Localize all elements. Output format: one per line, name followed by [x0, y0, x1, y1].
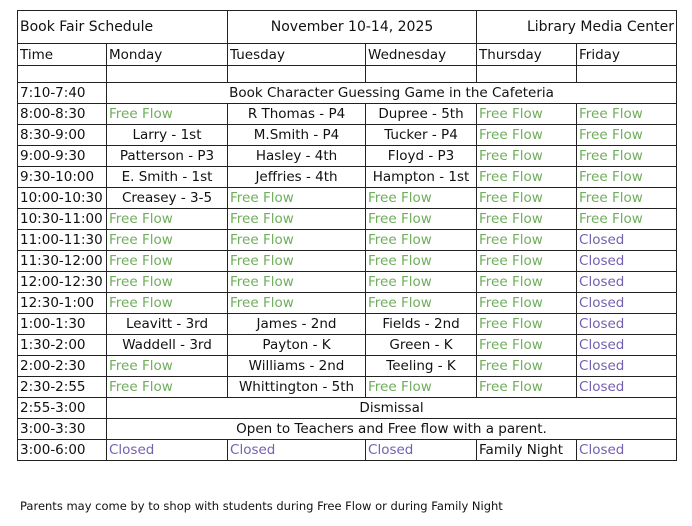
time-cell: 2:55-3:00: [18, 398, 107, 419]
free-flow-cell: Free Flow: [577, 104, 677, 125]
schedule-row: [18, 440, 677, 461]
closed-cell: Closed: [366, 440, 477, 461]
free-flow-cell: Free Flow: [366, 209, 477, 230]
event-span-cell: Open to Teachers and Free flow with a parent.: [107, 419, 677, 440]
free-flow-cell: Free Flow: [228, 272, 366, 293]
free-flow-cell: Free Flow: [477, 293, 577, 314]
time-cell: 12:30-1:00: [18, 293, 107, 314]
time-cell: 11:30-12:00: [18, 251, 107, 272]
class-slot-cell: Hasley - 4th: [228, 146, 366, 167]
free-flow-cell: Free Flow: [366, 188, 477, 209]
class-slot-cell: Patterson - P3: [107, 146, 228, 167]
time-cell: 1:00-1:30: [18, 314, 107, 335]
free-flow-cell: Free Flow: [477, 146, 577, 167]
class-slot-cell: E. Smith - 1st: [107, 167, 228, 188]
time-cell: 8:30-9:00: [18, 125, 107, 146]
free-flow-cell: Free Flow: [477, 188, 577, 209]
time-cell: 12:00-12:30: [18, 272, 107, 293]
schedule-row: [18, 167, 677, 188]
free-flow-cell: Free Flow: [366, 293, 477, 314]
class-slot-cell: Green - K: [366, 335, 477, 356]
free-flow-cell: Free Flow: [228, 251, 366, 272]
schedule-row: [18, 83, 677, 104]
time-cell: 2:30-2:55: [18, 377, 107, 398]
blank-cell: [18, 66, 107, 83]
free-flow-cell: Free Flow: [107, 356, 228, 377]
header-friday: Friday: [577, 44, 677, 66]
time-cell: 10:30-11:00: [18, 209, 107, 230]
class-slot-cell: Dupree - 5th: [366, 104, 477, 125]
free-flow-cell: Free Flow: [366, 251, 477, 272]
free-flow-cell: Free Flow: [228, 230, 366, 251]
class-slot-cell: Leavitt - 3rd: [107, 314, 228, 335]
time-cell: 2:00-2:30: [18, 356, 107, 377]
free-flow-cell: Free Flow: [107, 209, 228, 230]
class-slot-cell: R Thomas - P4: [228, 104, 366, 125]
free-flow-cell: Free Flow: [477, 314, 577, 335]
location: Library Media Center: [477, 11, 677, 44]
free-flow-cell: Free Flow: [477, 230, 577, 251]
closed-cell: Closed: [577, 293, 677, 314]
time-cell: 11:00-11:30: [18, 230, 107, 251]
blank-cell: [577, 66, 677, 83]
free-flow-cell: Free Flow: [577, 188, 677, 209]
schedule-row: [18, 125, 677, 146]
free-flow-cell: Free Flow: [107, 251, 228, 272]
free-flow-cell: Free Flow: [107, 272, 228, 293]
class-slot-cell: Larry - 1st: [107, 125, 228, 146]
schedule-row: [18, 146, 677, 167]
schedule-row: [18, 356, 677, 377]
free-flow-cell: Free Flow: [366, 377, 477, 398]
schedule-row: [18, 251, 677, 272]
class-slot-cell: Teeling - K: [366, 356, 477, 377]
free-flow-cell: Free Flow: [228, 209, 366, 230]
footer-note: Parents may come by to shop with students during Free Flow or during Family Night: [20, 499, 503, 513]
blank-cell: [228, 66, 366, 83]
header-wednesday: Wednesday: [366, 44, 477, 66]
schedule-row: [18, 272, 677, 293]
free-flow-cell: Free Flow: [107, 293, 228, 314]
free-flow-cell: Free Flow: [577, 125, 677, 146]
free-flow-cell: Free Flow: [107, 377, 228, 398]
class-slot-cell: Family Night: [477, 440, 577, 461]
free-flow-cell: Free Flow: [477, 335, 577, 356]
class-slot-cell: Floyd - P3: [366, 146, 477, 167]
free-flow-cell: Free Flow: [366, 272, 477, 293]
title-row: [18, 11, 677, 44]
schedule-row: [18, 188, 677, 209]
time-cell: 9:00-9:30: [18, 146, 107, 167]
schedule-table: [17, 10, 677, 461]
free-flow-cell: Free Flow: [107, 230, 228, 251]
schedule-row: [18, 230, 677, 251]
time-cell: 10:00-10:30: [18, 188, 107, 209]
header-monday: Monday: [107, 44, 228, 66]
free-flow-cell: Free Flow: [107, 104, 228, 125]
free-flow-cell: Free Flow: [477, 209, 577, 230]
free-flow-cell: Free Flow: [228, 188, 366, 209]
class-slot-cell: Waddell - 3rd: [107, 335, 228, 356]
event-span-cell: Dismissal: [107, 398, 677, 419]
schedule-row: [18, 419, 677, 440]
class-slot-cell: James - 2nd: [228, 314, 366, 335]
closed-cell: Closed: [577, 251, 677, 272]
class-slot-cell: Jeffries - 4th: [228, 167, 366, 188]
time-cell: 8:00-8:30: [18, 104, 107, 125]
blank-row: [18, 66, 677, 83]
schedule-row: [18, 398, 677, 419]
schedule-row: [18, 314, 677, 335]
time-cell: 9:30-10:00: [18, 167, 107, 188]
closed-cell: Closed: [577, 440, 677, 461]
schedule-row: [18, 335, 677, 356]
closed-cell: Closed: [577, 230, 677, 251]
schedule-row: [18, 377, 677, 398]
event-span-cell: Book Character Guessing Game in the Cafeteria: [107, 83, 677, 104]
free-flow-cell: Free Flow: [577, 167, 677, 188]
column-header-row: [18, 44, 677, 66]
closed-cell: Closed: [577, 377, 677, 398]
closed-cell: Closed: [107, 440, 228, 461]
class-slot-cell: Creasey - 3-5: [107, 188, 228, 209]
free-flow-cell: Free Flow: [577, 209, 677, 230]
closed-cell: Closed: [577, 314, 677, 335]
closed-cell: Closed: [577, 335, 677, 356]
blank-cell: [477, 66, 577, 83]
closed-cell: Closed: [577, 356, 677, 377]
time-cell: 3:00-6:00: [18, 440, 107, 461]
free-flow-cell: Free Flow: [228, 293, 366, 314]
schedule-row: [18, 293, 677, 314]
free-flow-cell: Free Flow: [366, 230, 477, 251]
class-slot-cell: M.Smith - P4: [228, 125, 366, 146]
time-cell: 1:30-2:00: [18, 335, 107, 356]
schedule-title: Book Fair Schedule: [18, 11, 228, 44]
free-flow-cell: Free Flow: [477, 356, 577, 377]
closed-cell: Closed: [577, 272, 677, 293]
free-flow-cell: Free Flow: [477, 377, 577, 398]
closed-cell: Closed: [228, 440, 366, 461]
time-cell: 7:10-7:40: [18, 83, 107, 104]
header-thursday: Thursday: [477, 44, 577, 66]
schedule-row: [18, 209, 677, 230]
class-slot-cell: Williams - 2nd: [228, 356, 366, 377]
date-range: November 10-14, 2025: [228, 11, 477, 44]
schedule-row: [18, 104, 677, 125]
class-slot-cell: Tucker - P4: [366, 125, 477, 146]
free-flow-cell: Free Flow: [477, 251, 577, 272]
class-slot-cell: Hampton - 1st: [366, 167, 477, 188]
free-flow-cell: Free Flow: [477, 167, 577, 188]
blank-cell: [366, 66, 477, 83]
free-flow-cell: Free Flow: [577, 146, 677, 167]
free-flow-cell: Free Flow: [477, 125, 577, 146]
blank-cell: [107, 66, 228, 83]
class-slot-cell: Payton - K: [228, 335, 366, 356]
class-slot-cell: Whittington - 5th: [228, 377, 366, 398]
class-slot-cell: Fields - 2nd: [366, 314, 477, 335]
header-time: Time: [18, 44, 107, 66]
free-flow-cell: Free Flow: [477, 104, 577, 125]
time-cell: 3:00-3:30: [18, 419, 107, 440]
header-tuesday: Tuesday: [228, 44, 366, 66]
free-flow-cell: Free Flow: [477, 272, 577, 293]
